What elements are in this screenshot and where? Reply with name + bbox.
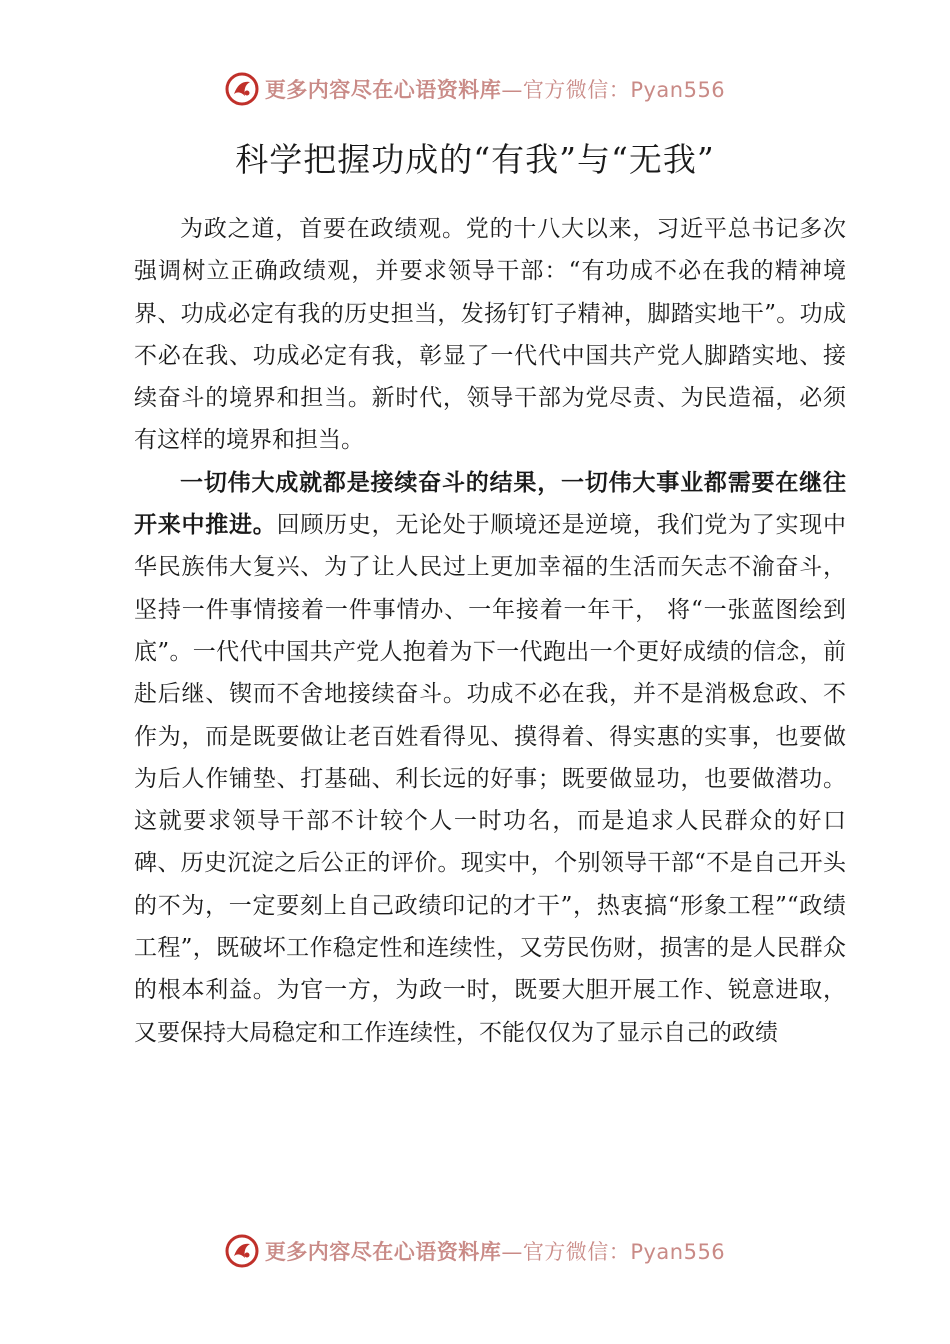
watermark-wechat-id: Pyan556: [630, 78, 726, 102]
watermark-text: [265, 74, 725, 104]
watermark-main-text: 更多内容尽在心语资料库: [264, 78, 502, 102]
watermark-wechat-label: 官方微信：: [522, 1240, 631, 1264]
watermark-header: [0, 72, 950, 106]
paragraph-1-text: 为政之道，首要在政绩观。党的十八大以来，习近平总书记多次强调树立正确政绩观，并要求领导干部：“有功成不必在我的精神境界、功成必定有我的历史担当，发扬钉钉子精神，脚踏实地干”。功成不必在我、功成必定有我，彰显了一代代中国共产党人脚踏实地、接续奋斗的境界和担当。新时代，领导干部为党尽责、为民造福，必须有这样的境界和担当。: [134, 216, 846, 454]
watermark-wechat-id: Pyan556: [630, 1240, 726, 1264]
document-body: [134, 208, 846, 1054]
watermark-separator: —: [501, 1240, 523, 1264]
watermark-wechat-label: 官方微信：: [522, 78, 631, 102]
page-title: 科学把握功成的“有我”与“无我”: [235, 140, 715, 179]
paragraph-2-text: 回顾历史，无论处于顺境还是逆境，我们党为了实现中华民族伟大复兴、为了让人民过上更加幸福的生活而矢志不渝奋斗，坚持一件事情接着一件事情办、一年接着一年干， 将“一张蓝图绘到底”。一代代中国共产党人抱着为下一代跑出一个更好成绩的信念，前赴后继、锲而不舍地接续奋斗。功成不必在我，并不是消极怠政、不作为，而是既要做让老百姓看得见、摸得着、得实惠的实事，也要做为后人作铺垫、打基础、利长远的好事；既要做显功，也要做潜功。这就要求领导干部不计较个人一时功名，而是追求人民群众的好口碑、历史沉淀之后公正的评价。现实中，个别领导干部“不是自己开头的不为，一定要刻上自己政绩印记的才干”，热衷搞“形象工程”“政绩工程”，既破坏工作稳定性和连续性，又劳民伤财，损害的是人民群众的根本利益。为官一方，为政一时，既要大胆开展工作、锐意进取， 又要保持大局稳定和工作连续性，不能仅仅为了显示自己的政绩: [134, 512, 847, 1046]
red-seal-logo-icon: [225, 1234, 259, 1268]
paragraph-1: [134, 208, 846, 462]
red-seal-logo-icon: [225, 72, 259, 106]
watermark-main-text: 更多内容尽在心语资料库: [264, 1240, 502, 1264]
watermark-text: [265, 1236, 725, 1266]
watermark-footer: [0, 1234, 950, 1268]
paragraph-2-lead: 一切伟大成就都是接续奋斗的结果，一切伟大事业都需要在继往开来中推进。: [134, 468, 846, 539]
paragraph-2: [134, 462, 846, 1054]
watermark-separator: —: [501, 78, 523, 102]
